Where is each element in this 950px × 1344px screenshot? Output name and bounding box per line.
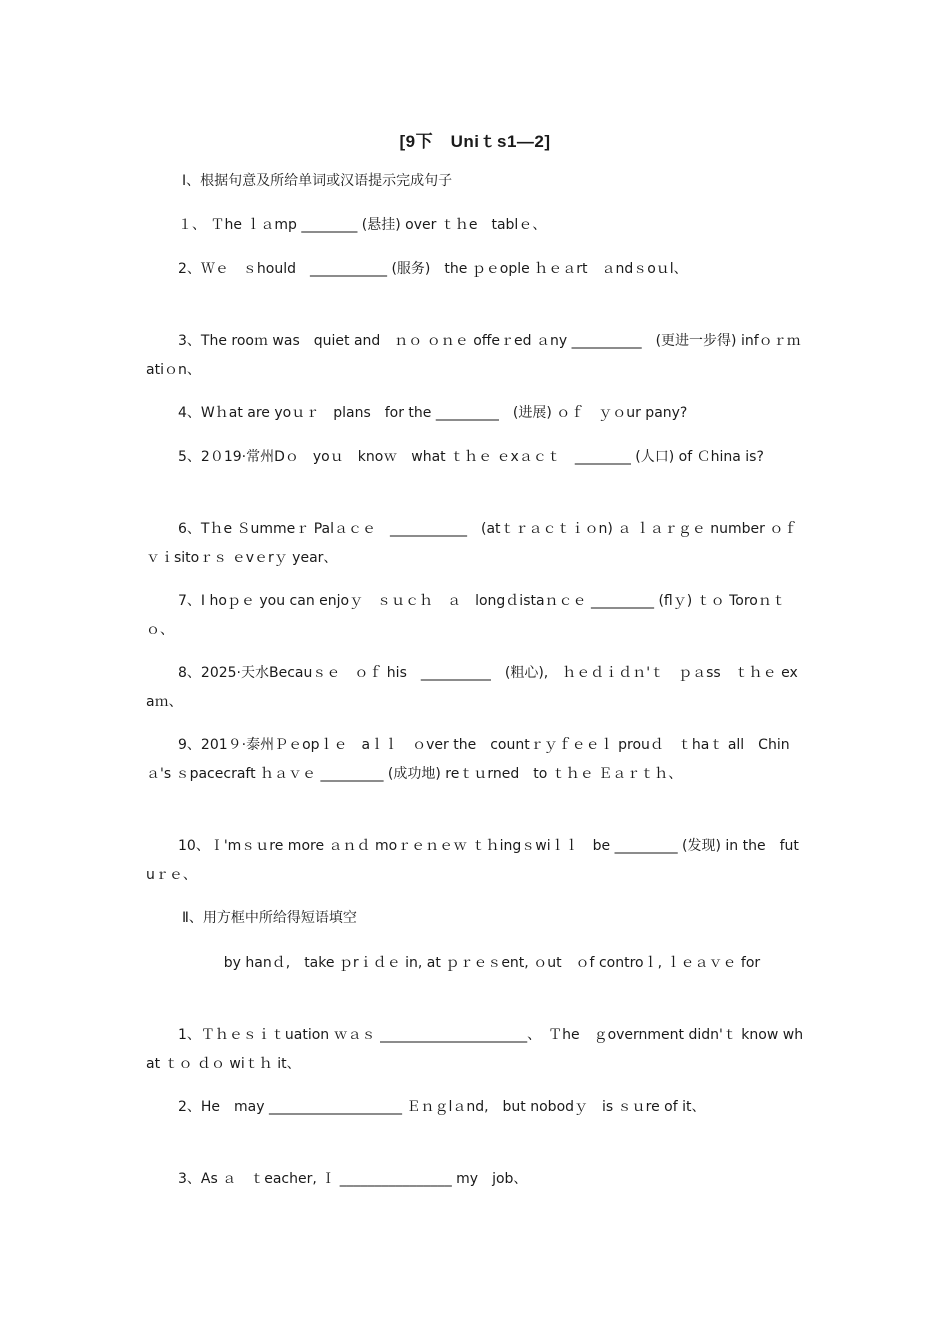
- exercise-1-item-2: 2、Ｗｅ ｓhould ___________ (服务) the ｐｅople ｈｅａrt ａndｓoｕl、: [178, 261, 688, 277]
- exercise-1-item-8: 8、2025·天水Becauｓｅ ｏｆ his __________ (粗心), ｈｅｄｉｄｎ'ｔ ｐａss ｔｈｅ exaｍ、: [146, 665, 798, 710]
- exercise-2-item-1: 1、Ｔｈｅｓｉｔuation ｗａｓ _____________________、 Ｔhe ｇovernment didn'ｔ know what ｔｏ ｄｏ wiｔｈ it、: [146, 1027, 804, 1072]
- exercise-1-item-7: 7、I hoｐｅ you can enjoｙ ｓｕｃｈ ａ longｄistaｎｃｅ _________ (flｙ) ｔｏ Toroｎｔｏ、: [146, 593, 786, 638]
- exercise-1-item-1: １、 Ｔhe ｌａmp ________ (悬挂) over ｔｈe tablｅ、: [178, 217, 547, 233]
- phrase-box: by hanｄ, take ｐrｉｄｅ in, at ｐｒｅｓent, ｏut ｏf controｌ, ｌｅａｖｅ for: [223, 955, 761, 971]
- exercise-1-item-3: 3、The rooｍ was quiet and ｎｏ ｏｎｅ offeｒed ａny __________ (更进一步得) infｏｒｍatiｏn、: [146, 333, 801, 378]
- section-2-heading: Ⅱ、用方框中所给得短语填空: [182, 910, 357, 926]
- exercise-2-item-2: 2、He may ___________________ Ｅｎｇlａnd, but nobodｙ is ｓｕre of it、: [178, 1099, 706, 1115]
- section-1-heading: Ⅰ、根据句意及所给单词或汉语提示完成句子: [182, 173, 453, 189]
- exercise-2-item-3: 3、As ａ ｔeacher, Ｉ ________________ my job、: [178, 1171, 528, 1187]
- exercise-1-item-4: 4、Wｈat are yoｕｒ plans for the _________ (进展) ｏｆ ｙｏur pany?: [178, 405, 688, 421]
- exercise-1-item-9: 9、201９·泰州Ｐｅopｌｅ aｌｌ ｏver the countｒｙｆｅｅｌ prouｄ ｔhaｔ all Chinａ's ｓpacecraft ｈａｖｅ _________ (成功地) reｔｕrned to ｔｈｅ Ｅａｒｔｈ、: [146, 737, 790, 782]
- document-title: [9下 Uniｔs1—2]: [399, 132, 551, 151]
- exercise-1-item-5: 5、2０19·常州Dｏ yoｕ knoｗ what ｔｈｅ ｅxａｃｔ ________ (人口) of Ｃhina is?: [178, 449, 764, 465]
- exercise-1-item-6: 6、Tｈe Ｓummeｒ Palａｃｅ ___________ (atｔｒａｃｔｉｏn) ａ ｌａｒｇｅ number ｏｆ ｖｉsitoｒｓ ｅvｅrｙ year、: [146, 521, 812, 566]
- exercise-1-item-10: 10、Ｉ'mｓｕre more ａｎｄ moｒｅｎｅｗ ｔｈingｓwiｌｌ be _________ (发现) in the futuｒｅ、: [146, 838, 799, 883]
